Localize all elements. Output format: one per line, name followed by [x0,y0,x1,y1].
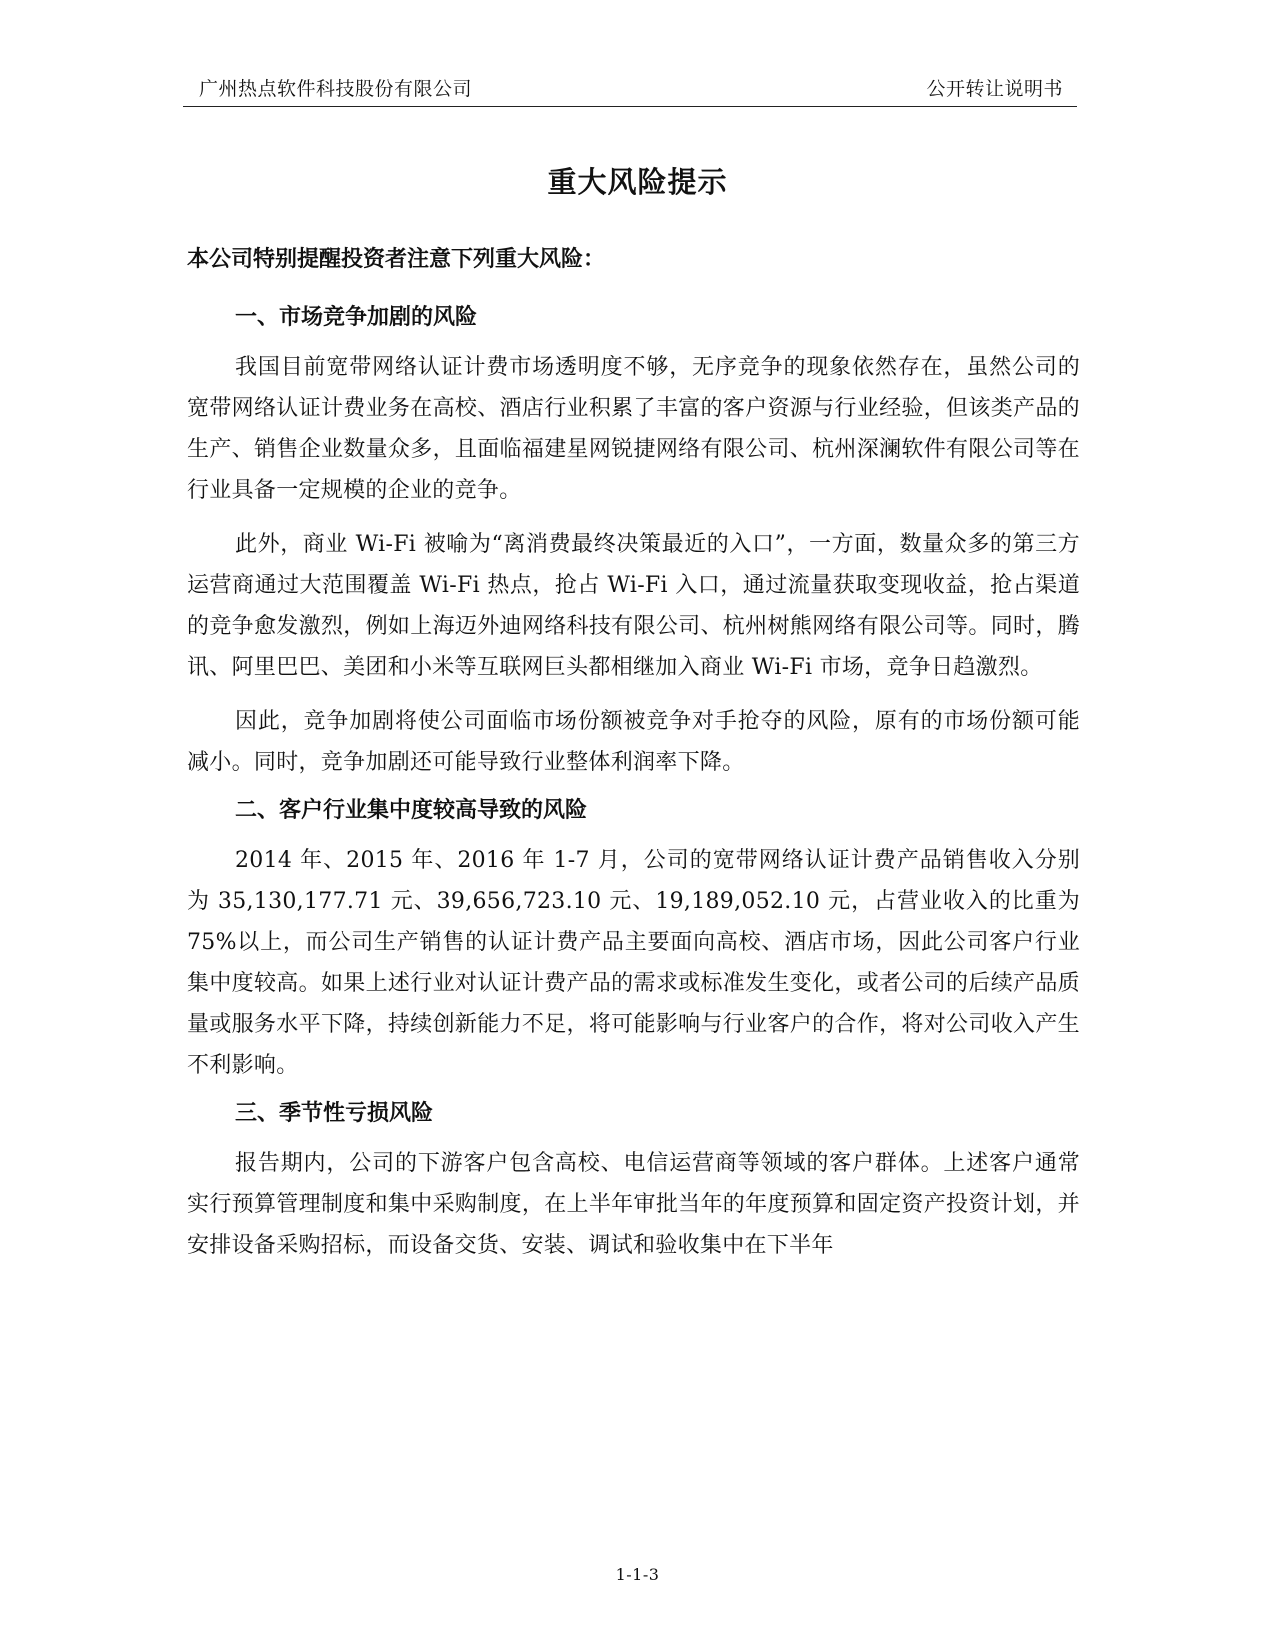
page-title: 重大风险提示 [547,165,728,199]
header-document-type: 公开转让说明书 [926,78,1063,100]
header-company-name: 广州热点软件科技股份有限公司 [199,78,473,100]
document-body [187,245,1080,1279]
intro-statement: 本公司特别提醒投资者注意下列重大风险： [187,247,606,272]
section-heading-seasonal-loss: 三、季节性亏损风险 [235,1101,434,1126]
page-number: 1-1-3 [615,1565,660,1584]
paragraph: 报告期内，公司的下游客户包含高校、电信运营商等领域的客户群体。上述客户通常实行预算管理制度和集中采购制度，在上半年审批当年的年度预算和固定资产投资计划，并安排设备采购招标，而设备交货、安装、调试和验收集中在下半年 [187,1151,1080,1258]
section-heading-market-competition: 一、市场竞争加剧的风险 [235,305,478,330]
paragraph: 2014 年、2015 年、2016 年 1-7 月，公司的宽带网络认证计费产品销售收入分别为 35,130,177.71 元、39,656,723.10 元、19,189,052.10 元，占营业收入的比重为 75%以上，而公司生产销售的认证计费产品主要面向高校、酒店市场，因此公司客户行业集中度较高。如果上述行业对认证计费产品的需求或标准发生变化，或者公司的后续产品质量或服务水平下降，持续创新能力不足，将可能影响与行业客户的合作，将对公司收入产生不利影响。 [187,848,1080,1078]
paragraph: 因此，竞争加剧将使公司面临市场份额被竞争对手抢夺的风险，原有的市场份额可能减小。同时，竞争加剧还可能导致行业整体利润率下降。 [187,709,1080,775]
paragraph: 我国目前宽带网络认证计费市场透明度不够，无序竞争的现象依然存在，虽然公司的宽带网络认证计费业务在高校、酒店行业积累了丰富的客户资源与行业经验，但该类产品的生产、销售企业数量众多，且面临福建星网锐捷网络有限公司、杭州深澜软件有限公司等在行业具备一定规模的企业的竞争。 [187,355,1080,503]
section-heading-customer-concentration: 二、客户行业集中度较高导致的风险 [235,798,588,823]
page-header [183,76,1077,107]
paragraph: 此外，商业 Wi-Fi 被喻为“离消费最终决策最近的入口”，一方面，数量众多的第三方运营商通过大范围覆盖 Wi-Fi 热点，抢占 Wi-Fi 入口，通过流量获取变现收益，抢占渠道的竞争愈发激烈，例如上海迈外迪网络科技有限公司、杭州树熊网络有限公司等。同时，腾讯、阿里巴巴、美团和小米等互联网巨头都相继加入商业 Wi-Fi 市场，竞争日趋激烈。 [187,532,1080,680]
